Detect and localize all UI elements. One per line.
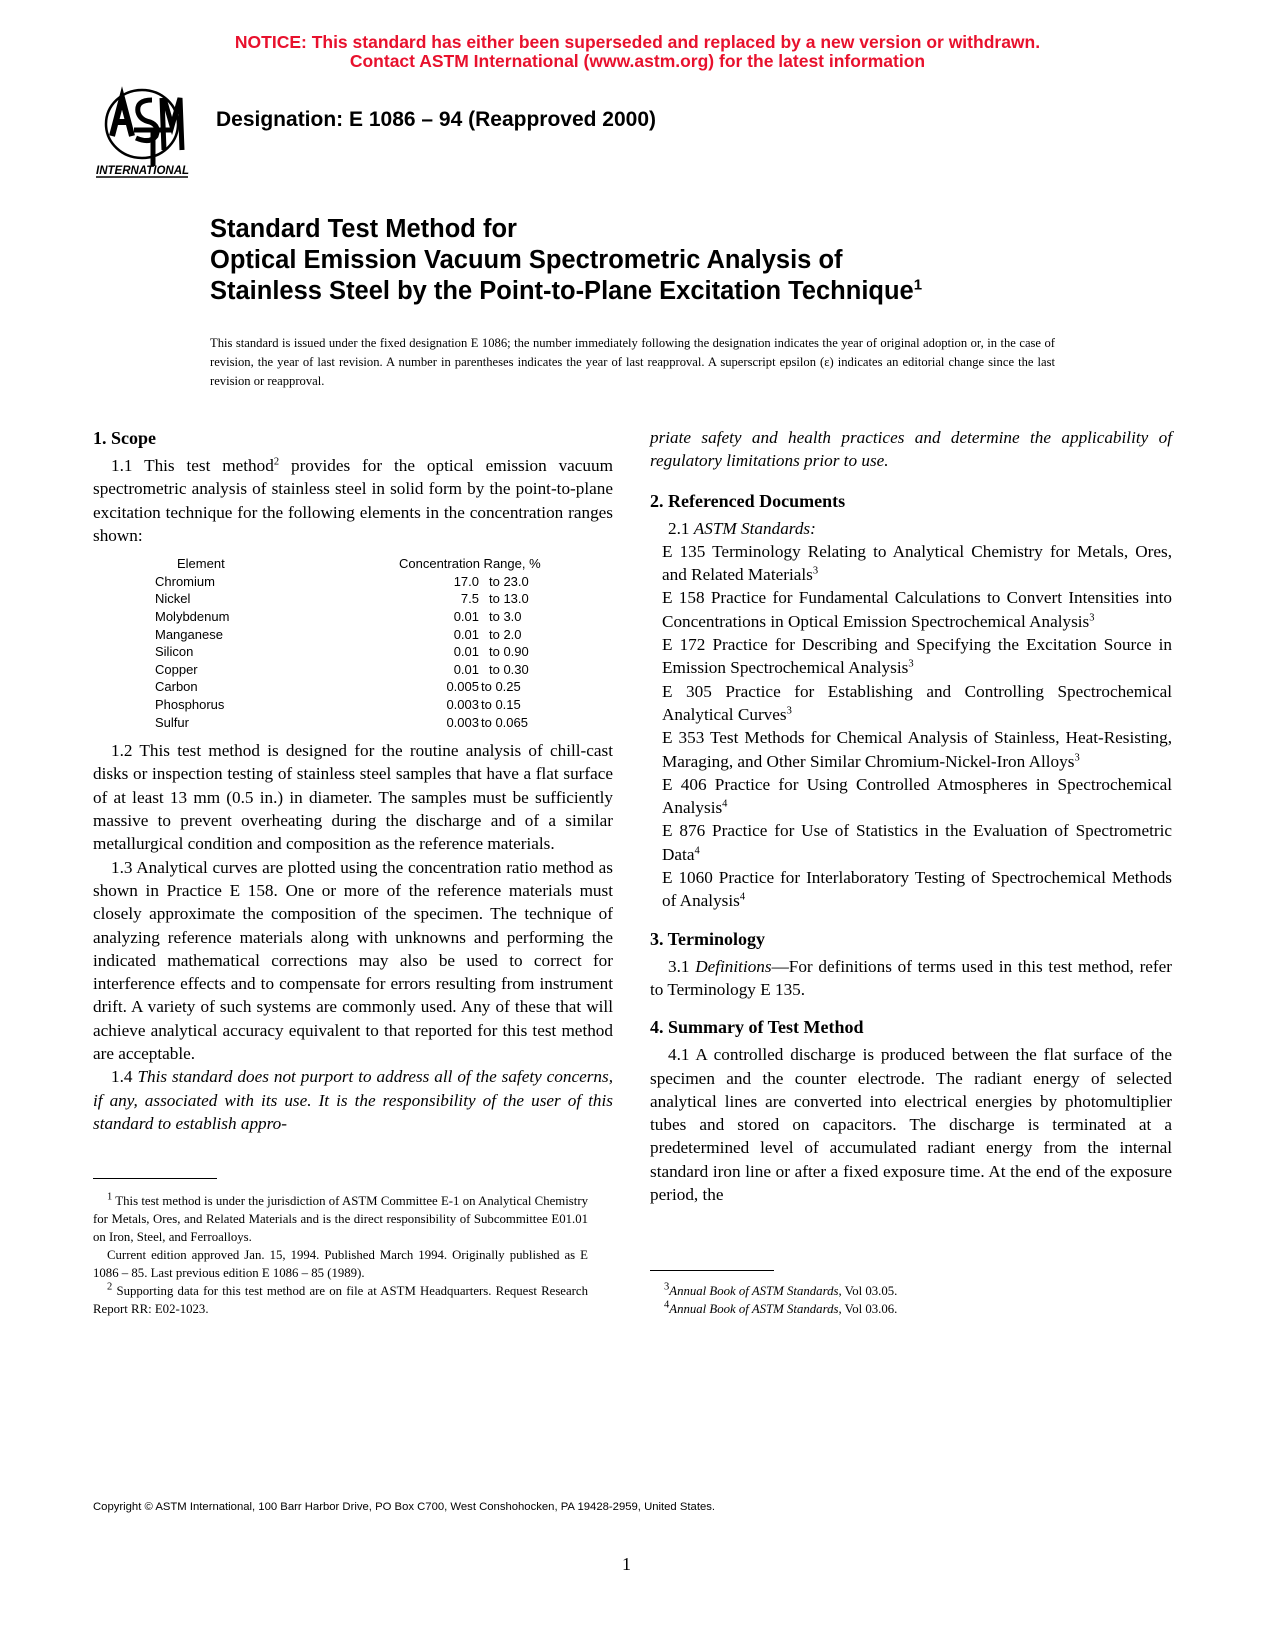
scope-p4-continued: priate safety and health practices and determine the applicability of regulatory limitations prior to use. <box>650 428 1172 471</box>
summary-heading: 4. Summary of Test Method <box>650 1017 864 1038</box>
table-row: Chromium 17.0 to 23.0 <box>155 573 529 589</box>
footnotes-right <box>650 1282 1170 1318</box>
footnote-4: $^4$Annual Book of ASTM Standards, Vol 03.06. <box>664 1299 898 1316</box>
reference-item: E 1060 Practice for Interlaboratory Testing of Spectrochemical Methods of Analysis$^4$ <box>662 868 1172 911</box>
title-line-1: Standard Test Method for <box>210 215 517 243</box>
title-line-3: Stainless Steel by the Point-to-Plane Excitation Technique$^1$ <box>210 276 923 305</box>
table-header-row <box>155 555 541 573</box>
scope-heading: 1. Scope <box>93 428 156 448</box>
table-row: Manganese 0.01 to 2.0 <box>155 626 522 642</box>
table-row: Silicon 0.01 to 0.90 <box>155 644 529 660</box>
terminology-p1: 3.1 Definitions—For definitions of terms used in this test method, refer to Terminology E 135. <box>650 956 1172 999</box>
footnotes-left <box>93 1192 588 1318</box>
footnote-1: $^1$ This test method is under the jurisdiction of ASTM Committee E-1 on Analytical Chemistry for Metals, Ores, and Related Materials and is the direct responsibility of Subcommittee E01.01 on Iron, Steel, and Ferroalloys. <box>93 1191 588 1244</box>
table-row: Molybdenum 0.01 to 3.0 <box>155 608 522 624</box>
table-row: Nickel 7.5 to 13.0 <box>155 591 529 607</box>
issued-note: This standard is issued under the fixed designation E 1086; the number immediately following the designation indicates the year of original adoption or, in the case of revision, the year of last revision. A number in parentheses indicates the year of last reapproval. A superscript epsilon (ε) indicates an editorial change since the last revision or reapproval. <box>210 336 1055 388</box>
reference-list <box>650 540 1172 913</box>
document-title <box>210 214 922 307</box>
table-row: Phosphorus 0.003 to 0.15 <box>155 696 521 712</box>
right-column <box>650 426 1172 1206</box>
scope-p4: 1.4 This standard does not purport to address all of the safety concerns, if any, associated with its use. It is the responsibility of the user of this standard to establish appro- <box>93 1067 614 1133</box>
reference-item: E 158 Practice for Fundamental Calculations to Convert Intensities into Concentrations in Optical Emission Spectrochemical Analysis$^3$ <box>662 588 1172 631</box>
footnote-rule-right <box>650 1270 774 1271</box>
footnote-1-edition: Current edition approved Jan. 15, 1994. Published March 1994. Originally published as E 1086 – 85. Last previous edition E 1086 – 85 (1989). <box>93 1248 588 1280</box>
footnote-2: $^2$ Supporting data for this test method are on file at ASTM Headquarters. Request Research Report RR: E02-1023. <box>93 1281 588 1316</box>
references-subheading: 2.1 ASTM Standards: <box>668 518 816 538</box>
left-column <box>93 426 613 1135</box>
astm-logo-icon <box>92 86 202 181</box>
page-number: 1 <box>622 1554 631 1574</box>
table-row: Copper 0.01 to 0.30 <box>155 661 529 677</box>
notice-banner <box>0 33 1275 71</box>
table-row: Carbon 0.005 to 0.25 <box>155 679 521 695</box>
table-header: Element <box>177 556 225 572</box>
scope-p3: 1.3 Analytical curves are plotted using the concentration ratio method as shown in Practice E 158. One or more of the reference materials must closely approximate the composition of the specimen. The technique of analyzing reference materials along with unknowns and performing the indicated mathematical corrections may also be used to correct for interference effects and to compensate for errors resulting from instrument drift. A variety of such systems are commonly used. Any of these that will achieve analytical accuracy equivalent to that reported for this test method are acceptable. <box>93 857 613 1063</box>
concentration-table <box>155 555 541 731</box>
table-header: Concentration Range, % <box>399 556 541 572</box>
astm-logo <box>92 86 202 181</box>
references-heading: 2. Referenced Documents <box>650 490 846 511</box>
scope-p1: 1.1 This test method$^2$ provides for the optical emission vacuum spectrometric analysis of stainless steel in solid form by the point-to-plane excitation technique for the following elements in the concentration ranges shown: <box>93 456 613 545</box>
reference-item: E 406 Practice for Using Controlled Atmospheres in Spectrochemical Analysis$^4$ <box>662 774 1172 818</box>
title-footnote-mark: 1 <box>913 276 923 294</box>
title-line-2: Optical Emission Vacuum Spectrometric Analysis of <box>210 246 843 274</box>
notice-line-2: Contact ASTM International (www.astm.org) for the latest information <box>349 51 926 71</box>
designation: Designation: E 1086 – 94 (Reapproved 2000) <box>216 108 657 131</box>
reference-item: E 135 Terminology Relating to Analytical Chemistry for Metals, Ores, and Related Materials$^3$ <box>662 541 1172 585</box>
terminology-heading: 3. Terminology <box>650 928 766 949</box>
notice-line-1: NOTICE: This standard has either been superseded and replaced by a new version or withdrawn. <box>234 32 1041 52</box>
reference-item: E 353 Test Methods for Chemical Analysis of Stainless, Heat-Resisting, Maraging, and Other Similar Chromium-Nickel-Iron Alloys$^3$ <box>662 728 1172 771</box>
reference-item: E 876 Practice for Use of Statistics in the Evaluation of Spectrometric Data$^4$ <box>662 821 1172 864</box>
summary-p1: 4.1 A controlled discharge is produced between the flat surface of the specimen and the counter electrode. The radiant energy of selected analytical lines are converted into electrical energies by photomultiplier tubes and stored on capacitors. The discharge is terminated at a predetermined level of accumulated radiant energy from the internal standard iron line or after a fixed exposure time. At the end of the exposure period, the <box>650 1045 1172 1205</box>
reference-item: E 305 Practice for Establishing and Controlling Spectrochemical Analytical Curves$^3$ <box>662 681 1172 724</box>
footnote-rule-left <box>93 1178 217 1179</box>
copyright: Copyright © ASTM International, 100 Barr Harbor Drive, PO Box C700, West Conshohocken, PA 19428-2959, United States. <box>93 1501 716 1513</box>
table-row: Sulfur 0.003 to 0.065 <box>155 714 528 730</box>
scope-p2: 1.2 This test method is designed for the routine analysis of chill-cast disks or inspection testing of stainless steel samples that have a flat surface of at least 13 mm (0.5 in.) in diameter. The samples must be sufficiently massive to prevent overheating during the discharge and of a similar metallurgical condition and composition as the reference materials. <box>93 741 613 854</box>
footnote-3: $^3$Annual Book of ASTM Standards, Vol 03.05. <box>664 1281 898 1298</box>
reference-item: E 172 Practice for Describing and Specifying the Excitation Source in Emission Spectrochemical Analysis$^3$ <box>662 635 1172 678</box>
logo-text: INTERNATIONAL <box>96 165 190 177</box>
